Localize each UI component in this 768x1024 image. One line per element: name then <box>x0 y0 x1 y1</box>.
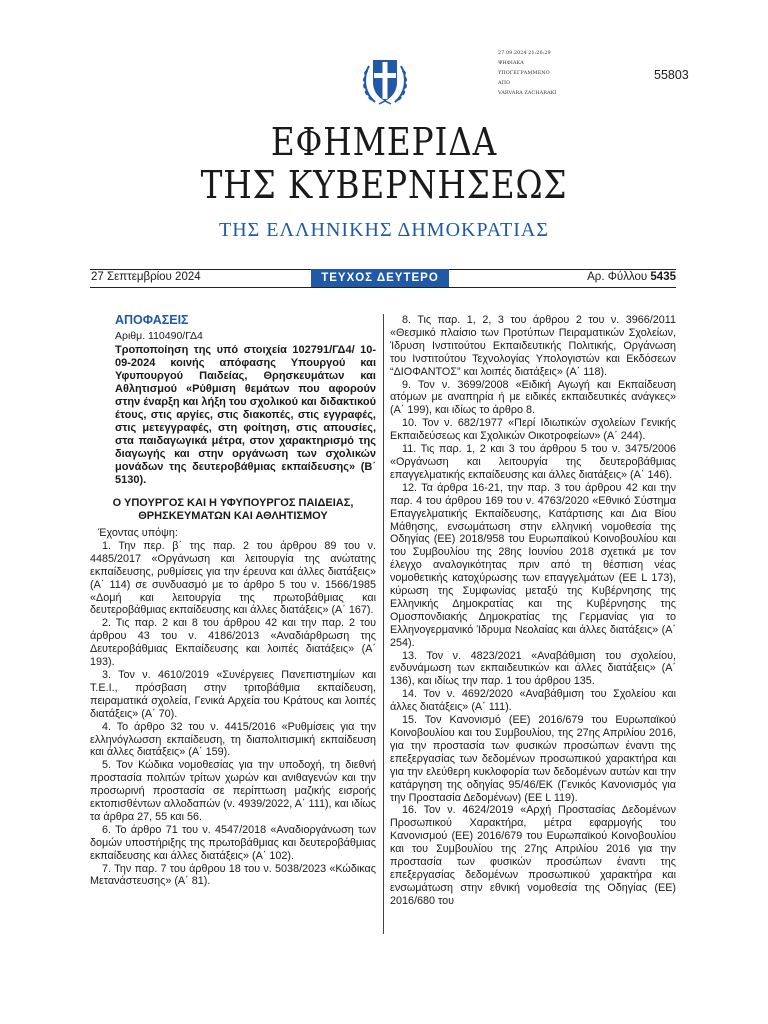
column-divider <box>383 314 384 934</box>
legal-paragraph: 8. Τις παρ. 1, 2, 3 του άρθρου 2 του ν. 3966/2011 «Θεσμικό πλαίσιο των Προτύπων Πειραματικών Σχολείων, Ίδρυση Ινστιτούτου Εκπαιδευτικής Πολιτικής, Οργάνωση του Ινστιτούτου Τεχνολογίας Υπολογιστών και Εκδόσεων “ΔΙΟΦΑΝΤΟΣ” και λοιπές διατάξεις» (Α΄ 118). <box>390 314 676 378</box>
legal-paragraph: 15. Τον Κανονισμό (ΕΕ) 2016/679 του Ευρωπαϊκού Κοινοβουλίου και του Συμβουλίου, της 27ης Απριλίου 2016, για την προστασία των φυσικών προσώπων έναντι της επεξεργασίας των δεδομένων προσωπικού χαρακτήρα και για την ελεύθερη κυκλοφορία των δεδομένων αυτών και την κατάργηση της οδηγίας 95/46/ΕΚ (Γενικός Κανονισμός για την Προστασία Δεδομένων) (ΕΕ L 119). <box>390 714 676 804</box>
legal-paragraph: 1. Την περ. β΄ της παρ. 2 του άρθρου 89 του ν. 4485/2017 «Οργάνωση και λειτουργία της ανώτατης εκπαίδευσης, ρυθμίσεις για την έρευνα και άλλες διατάξεις» (Α΄ 114) σε συνδυασμό με το άρθρο 5 του ν. 1566/1985 «Δομή και λειτουργία της πρωτοβάθμιας και δευτεροβάθμιας εκπαίδευσης και άλλες διατάξεις» (Α΄ 167). <box>90 539 376 617</box>
issue-date: 27 Σεπτεμβρίου 2024 <box>91 271 201 283</box>
legal-paragraph: 16. Τον ν. 4624/2019 «Αρχή Προστασίας Δεδομένων Προσωπικού Χαρακτήρα, μέτρα εφαρμογής του Κανονισμού (ΕΕ) 2016/679 του Ευρωπαϊκού Κοινοβουλίου και του Συμβουλίου της 27ης Απριλίου 2016 για την προστασία των φυσικών προσώπων έναντι της επεξεργασίας δεδομένων προσωπικού χαρακτήρα και ενσωμάτωση στην εθνική νομοθεσία της Οδηγίας (ΕΕ) 2016/680 του <box>390 804 676 907</box>
decision-title: Τροποποίηση της υπό στοιχεία 102791/ΓΔ4/ 10-09-2024 κοινής απόφασης Υπουργού και Υφυπουργού Παιδείας, Θρησκευμάτων και Αθλητισμού «Ρύθμιση θεμάτων που αφορούν στην έναρξη και λήξη του σχολικού και διδακτικού έτους, στις αργίες, στις διακοπές, στις εγγραφές, στις μετεγγραφές, στη φοίτηση, στις απουσίες, στα παιδαγωγικά μέτρα, στον χαρακτηρισμό της διαγωγής και στην οργάνωση των σχολικών μονάδων της δευτεροβάθμιας εκπαίδευσης» (Β΄ 5130). <box>115 344 376 486</box>
issuing-authority: Ο ΥΠΟΥΡΓΟΣ ΚΑΙ Η ΥΦΥΠΟΥΡΓΟΣ ΠΑΙΔΕΙΑΣ, ΘΡΗΣΚΕΥΜΑΤΩΝ ΚΑΙ ΑΘΛΗΤΙΣΜΟΥ <box>112 497 354 522</box>
signature-line: ΥΠΟΓΕΓΡΑΜΜΕΝΟ <box>498 70 550 76</box>
digital-signature-block <box>498 48 556 98</box>
legal-paragraph: 4. Το άρθρο 32 του ν. 4415/2016 «Ρυθμίσεις για την ελληνόγλωσση εκπαίδευση, τη διαπολιτισμική εκπαίδευση και άλλες διατάξεις» (Α΄ 159). <box>90 720 376 759</box>
legal-paragraph: 14. Τον ν. 4692/2020 «Αναβάθμιση του Σχολείου και άλλες διατάξεις» (Α΄ 111). <box>390 688 676 714</box>
issue-label: ΤΕΥΧΟΣ ΔΕΥΤΕΡΟ <box>311 269 449 288</box>
legal-paragraph: 5. Τον Κώδικα νομοθεσίας για την υποδοχή, τη διεθνή προστασία πολιτών τρίτων χωρών και ανιθαγενών και την προσωρινή προστασία σε περίπτωση μαζικής εισροής εκτοπισθέντων αλλοδαπών (ν. 4939/2022, Α΄ 111), και ιδίως τα άρθρα 27, 55 και 56. <box>90 759 376 823</box>
legal-paragraph: 3. Τον ν. 4610/2019 «Συνέργειες Πανεπιστημίων και Τ.Ε.Ι., πρόσβαση στην τριτοβάθμια εκπαίδευση, πειραματικά σχολεία, Γενικά Αρχεία του Κράτους και λοιπές διατάξεις» (Α΄ 70). <box>90 668 376 720</box>
masthead-title-line1: ΕΦΗΜΕΡΙΔΑ <box>270 120 498 164</box>
right-column <box>390 314 676 908</box>
legal-paragraph: 10. Τον ν. 682/1977 «Περί Ιδιωτικών σχολείων Γενικής Εκπαιδεύσεως και Σχολικών Οικοτροφείων» (Α΄ 244). <box>390 417 676 443</box>
left-column <box>90 314 376 888</box>
legal-paragraph: 2. Τις παρ. 2 και 8 του άρθρου 42 και την παρ. 2 του άρθρου 43 του ν. 4186/2013 «Αναδιάρθρωση της Δευτεροβάθμιας Εκπαίδευσης και λοιπές διατάξεις» (Α΄ 193). <box>90 617 376 669</box>
decision-reference: Αριθμ. 110490/ΓΔ4 <box>115 330 203 342</box>
signature-line: VARVARA ZACHARAKI <box>498 90 557 96</box>
greek-coat-of-arms-emblem <box>361 54 409 108</box>
page-number: 55803 <box>654 68 689 82</box>
masthead-subtitle: ΤΗΣ ΕΛΛΗΝΙΚΗΣ ΔΗΜΟΚΡΑΤΙΑΣ <box>219 219 549 241</box>
legal-paragraph: 12. Τα άρθρα 16-21, την παρ. 3 του άρθρου 42 και την παρ. 4 του άρθρου 169 του ν. 4763/2020 «Εθνικό Σύστημα Επαγγελματικής Εκπαίδευσης, Κατάρτισης και Δια Βίου Μάθησης, ενσωμάτωση στην ελληνική νομοθεσία της Οδηγίας (ΕΕ) 2018/958 του Ευρωπαϊκού Κοινοβουλίου και του Συμβουλίου της 28ης Ιουνίου 2018 σχετικά με τον έλεγχο αναλογικότητας πριν από τη θέσπιση νέας νομοθετικής κατοχύρωσης των επαγγελμάτων (EE L 173), κύρωση της Συμφωνίας μεταξύ της Κυβέρνησης της Ελληνικής Δημοκρατίας και της Κυβέρνησης της Ομοσπονδιακής Δημοκρατίας της Γερμανίας για το Ελληνογερμανικό Ίδρυμα Νεολαίας και άλλες διατάξεις» (Α΄ 254). <box>390 481 676 649</box>
section-title: ΑΠΟΦΑΣΕΙΣ <box>115 313 189 327</box>
legal-paragraph: 6. Το άρθρο 71 του ν. 4547/2018 «Αναδιοργάνωση των δομών υποστήριξης της πρωτοβάθμιας και δευτεροβάθμιας εκπαίδευσης και άλλες διατάξεις» (Α΄ 102). <box>90 823 376 862</box>
sheet-number-value: 5435 <box>650 271 676 283</box>
signature-line: ΑΠΟ <box>498 80 511 86</box>
header-rule-bottom <box>90 287 676 288</box>
sheet-number <box>587 271 676 283</box>
sheet-number-label: Αρ. Φύλλου <box>587 271 648 283</box>
having-regard-label: Έχοντας υπόψη: <box>98 527 178 539</box>
signature-line: 27.09.2024 21:26:29 <box>498 50 551 56</box>
signature-line: ΨΗΦΙΑΚΑ <box>498 60 524 66</box>
masthead-title-line2: ΤΗΣ ΚΥΒΕΡΝΗΣΕΩΣ <box>200 163 568 207</box>
legal-paragraph: 9. Τον ν. 3699/2008 «Ειδική Αγωγή και Εκπαίδευση ατόμων με αναπηρία ή με ειδικές εκπαιδευτικές ανάγκες» (Α΄ 199), και ιδίως το άρθρο 8. <box>390 378 676 417</box>
legal-paragraph: 13. Τον ν. 4823/2021 «Αναβάθμιση του σχολείου, ενδυνάμωση των εκπαιδευτικών και άλλες διατάξεις» (Α΄ 136), και ιδίως την παρ. 1 του άρθρου 135. <box>390 649 676 688</box>
legal-paragraph: 7. Την παρ. 7 του άρθρου 18 του ν. 5038/2023 «Κώδικας Μετανάστευσης» (Α΄ 81). <box>90 862 376 888</box>
legal-paragraph: 11. Τις παρ. 1, 2 και 3 του άρθρου 5 του ν. 3475/2006 «Οργάνωση και λειτουργία της δευτεροβάθμιας επαγγελματικής εκπαίδευσης και άλλες διατάξεις» (Α΄ 146). <box>390 443 676 481</box>
